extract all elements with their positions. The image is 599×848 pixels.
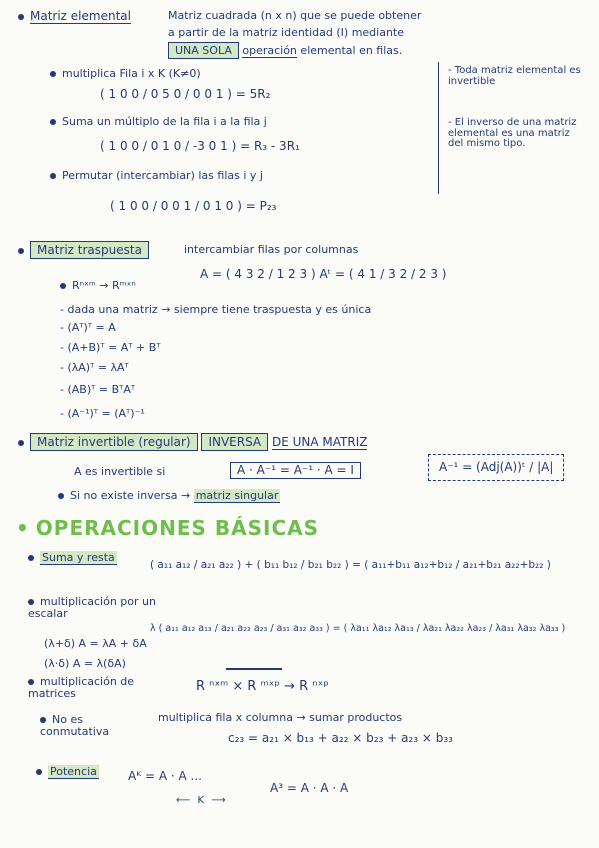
traspuesta-example: A = ( 4 3 2 / 1 2 3 ) Aᵗ = ( 4 1 / 3 2 / 2 3 ): [200, 267, 447, 281]
prop-5: - (A⁻¹)ᵀ = (Aᵀ)⁻¹: [60, 407, 145, 420]
title-inversa: INVERSA: [201, 433, 268, 451]
title-traspuesta: Matriz traspuesta: [30, 241, 149, 259]
desc-line-2: a partir de la matriz identidad (I) mediante: [168, 26, 405, 39]
traspuesta-dims: [60, 280, 136, 292]
op1-formula: ( 1 0 0 / 0 5 0 / 0 0 1 ) = 5R₂: [100, 87, 271, 101]
bullet-icon: [50, 71, 56, 77]
op2: [50, 116, 267, 128]
matrices-label: [28, 676, 168, 699]
bullet-icon: [18, 248, 24, 254]
op2-text: Suma un múltiplo de la fila i a la fila j: [62, 115, 267, 128]
no-conm-text: No es conmutativa: [40, 713, 110, 738]
prop-2: - (A+B)ᵀ = Aᵀ + Bᵀ: [60, 341, 161, 354]
potencia-formula: Aᴷ = A · A ...: [128, 769, 202, 783]
desc-line-3: [168, 45, 402, 57]
escalar-p2: (λ·δ) A = λ(δA): [44, 657, 126, 670]
invertible-si: A es invertible si: [74, 465, 166, 478]
title-invertible: Matriz invertible (regular): [30, 433, 198, 451]
desc-3c: elemental en filas.: [300, 44, 403, 57]
suma-label-text: Suma y resta: [42, 551, 115, 564]
section-inversa: [18, 436, 367, 449]
bullet-icon: [28, 599, 34, 605]
op3-text: Permutar (intercambiar) las filas i y j: [62, 169, 263, 182]
bullet-icon: [18, 14, 24, 20]
operacion-word: operación: [242, 44, 297, 57]
note-2: - El inverso de una matriz elemental es una matriz del mismo tipo.: [448, 117, 577, 149]
bullet-icon: [18, 440, 24, 446]
operaciones-title-text: OPERACIONES BÁSICAS: [35, 516, 320, 540]
traspuesta-desc: intercambiar filas por columnas: [184, 243, 359, 256]
traspuesta-intro: - dada una matriz → siempre tiene traspuesta y es única: [60, 303, 372, 316]
op3-formula: ( 1 0 0 / 0 0 1 / 0 1 0 ) = P₂₃: [110, 199, 277, 213]
bullet-icon: [60, 283, 66, 289]
bullet-icon: [58, 493, 64, 499]
bullet-icon: [40, 717, 46, 723]
invertible-condition: A · A⁻¹ = A⁻¹ · A = I: [230, 462, 361, 479]
no-existe: [58, 490, 280, 502]
op3: [50, 170, 263, 182]
c23-formula: c₂₃ = a₂₁ × b₁₃ + a₂₂ × b₂₃ + a₂₃ × b₃₃: [228, 731, 453, 745]
title-operaciones: [16, 518, 319, 539]
bullet-icon: [50, 173, 56, 179]
escalar-label-text: multiplicación por un escalar: [28, 595, 156, 620]
dims-text: Rⁿˣᵐ → Rᵐˣⁿ: [72, 279, 136, 292]
potencia-k: K: [197, 795, 207, 806]
escalar-p1: (λ+δ) A = λA + δA: [44, 637, 147, 650]
op1: [50, 68, 201, 80]
matriz-singular: matriz singular: [195, 489, 279, 502]
note-1: - Toda matriz elemental es invertible: [448, 65, 581, 87]
potencia-k-arrow: ⟵ K ⟶: [176, 795, 228, 806]
inverse-formula: A⁻¹ = (Adj(A))ᵗ / |A|: [428, 454, 564, 481]
no-conmutativa: [40, 714, 140, 737]
escalar-label: [28, 596, 168, 619]
dimension-link-line: [226, 668, 282, 670]
bullet-icon: [28, 555, 34, 561]
title-de-una-matriz: DE UNA MATRIZ: [271, 435, 368, 449]
prop-4: - (AB)ᵀ = BᵀAᵀ: [60, 383, 136, 396]
op2-formula: ( 1 0 0 / 0 1 0 / -3 0 1 ) = R₃ - 3R₁: [100, 139, 300, 153]
potencia-label-text: Potencia: [50, 765, 97, 778]
matrices-label-text: multiplicación de matrices: [28, 675, 135, 700]
bullet-icon: [50, 119, 56, 125]
suma-formula: ( a₁₁ a₁₂ / a₂₁ a₂₂ ) + ( b₁₁ b₁₂ / b₂₁ b₂₂ ) = ( a₁₁+b₁₁ a₁₂+b₁₂ / a₂₁+b₂₁ a₂₂+b₂₂ ): [150, 559, 551, 571]
bullet-icon: [28, 679, 34, 685]
brace-divider: [438, 62, 439, 194]
title-matriz-elemental: Matriz elemental: [30, 9, 131, 23]
escalar-formula: λ ( a₁₁ a₁₂ a₁₃ / a₂₁ a₂₂ a₂₃ / a₃₁ a₃₂ a₃₃ ) = ( λa₁₁ λa₁₂ λa₁₃ / λa₂₁ λa₂₂ λa₂₃ / λa₃₁ λa₃₂ λa₃₃ ): [150, 623, 566, 634]
no-conm-desc: multiplica fila x columna → sumar productos: [158, 711, 403, 724]
section-matriz-elemental: [18, 10, 131, 23]
prop-3: - (λA)ᵀ = λAᵀ: [60, 361, 129, 374]
potencia-example: A³ = A · A · A: [270, 781, 349, 795]
suma-label: [28, 552, 117, 564]
op1-text: multiplica Fila i x K (K≠0): [62, 67, 201, 80]
matrices-formula: R ⁿˣᵐ × R ᵐˣᵖ → R ⁿˣᵖ: [196, 679, 329, 694]
prop-1: - (Aᵀ)ᵀ = A: [60, 321, 116, 334]
no-existe-text: Si no existe inversa →: [70, 489, 191, 502]
bullet-icon: [36, 769, 42, 775]
bullet-icon: •: [16, 516, 30, 540]
desc-line-1: Matriz cuadrada (n x n) que se puede obtener: [168, 9, 422, 22]
potencia-label: [36, 766, 99, 778]
section-traspuesta: [18, 244, 149, 257]
una-sola-tag: UNA SOLA: [168, 42, 239, 59]
